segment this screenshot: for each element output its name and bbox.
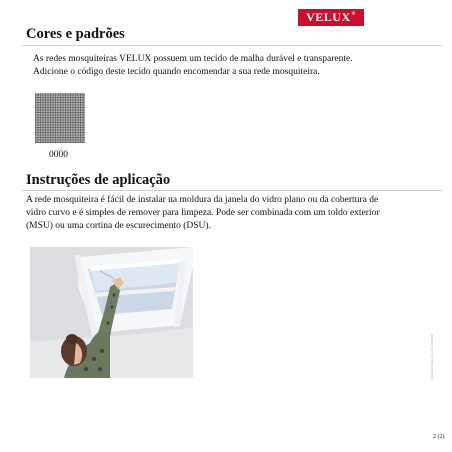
photo-woman-fitting-insect-screen-icon xyxy=(30,247,193,378)
colors-text-line-2: Adicione o código deste tecido quando encomendar a sua rede mosquiteira. xyxy=(33,67,320,77)
section-title-colors: Cores e padrões xyxy=(26,26,125,42)
instructions-text-line-3: (MSU) ou uma cortina de escurecimento (DSU). xyxy=(26,221,211,231)
divider xyxy=(22,190,442,191)
swatch-code: 0000 xyxy=(49,150,68,160)
instructions-text-line-1: A rede mosquiteira é fácil de instalar na moldura da janela do vidro plano ou da cobertura de xyxy=(26,195,379,205)
colors-text-line-1: As redes mosquiteiras VELUX possuem um tecido de malha durável e transparente. xyxy=(33,54,353,64)
installation-photo xyxy=(30,247,193,378)
page-number: 2 (2) xyxy=(433,434,445,440)
section-title-instructions: Instruções de aplicação xyxy=(26,172,171,188)
instructions-text-line-2: vidro curvo e é simples de remover para limpeza. Pode ser combinada com um toldo exterior xyxy=(26,208,380,218)
velux-logo xyxy=(298,9,364,26)
mesh-fabric-swatch xyxy=(35,93,85,143)
divider xyxy=(22,45,442,46)
velux-logo-text: VELUX xyxy=(306,10,351,24)
side-note: Conteúdo válido a 2013-01-10T09:00 xyxy=(430,334,434,380)
registered-mark: ® xyxy=(351,12,356,17)
